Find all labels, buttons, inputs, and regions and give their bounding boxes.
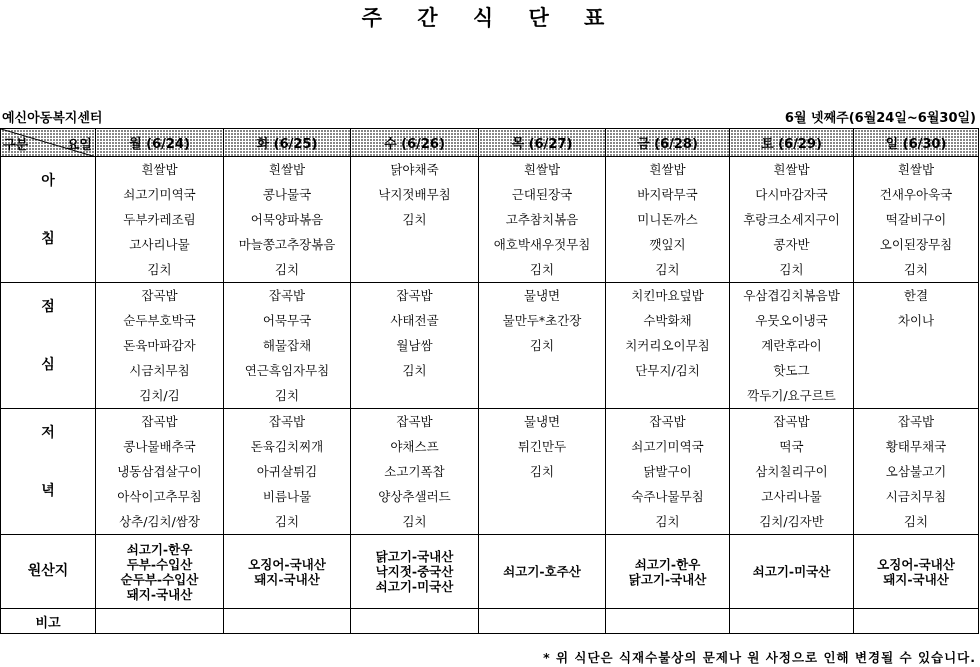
origin-line: 돼지-국내산	[126, 586, 193, 602]
menu-cell: 고사리나물	[730, 484, 854, 509]
menu-cell: 닭발구이	[606, 459, 730, 484]
origin-line: 쇠고기-미국산	[375, 579, 454, 594]
menu-cell: 김치	[351, 509, 479, 535]
menu-cell: 흰쌀밥	[730, 157, 854, 183]
remark-cell	[224, 609, 351, 634]
menu-cell: 후랑크소세지구이	[730, 207, 854, 232]
menu-cell: 치커리오이무침	[606, 333, 730, 358]
menu-cell: 마늘쫑고추장볶음	[224, 232, 351, 257]
origin-cell	[479, 535, 606, 609]
menu-cell: 냉동삼겹살구이	[96, 459, 224, 484]
menu-cell: 김치	[854, 257, 979, 283]
origin-line: 쇠고기-한우	[126, 541, 193, 557]
remark-cell	[96, 609, 224, 634]
header-day: 금 (6/28)	[606, 129, 730, 157]
meal-label-top: 점	[41, 299, 55, 315]
menu-cell: 황태무채국	[854, 434, 979, 459]
menu-cell: 건새우아욱국	[854, 182, 979, 207]
meal-label-bottom: 심	[41, 357, 55, 373]
remark-row	[1, 609, 979, 634]
menu-cell: 비름나물	[224, 484, 351, 509]
menu-cell: 아귀살튀김	[224, 459, 351, 484]
menu-row	[1, 257, 979, 283]
menu-row	[1, 459, 979, 484]
menu-cell	[351, 383, 479, 409]
origin-cell	[224, 535, 351, 609]
origin-cell	[730, 535, 854, 609]
menu-cell	[854, 358, 979, 383]
menu-cell: 한결	[854, 283, 979, 309]
meal-label-bottom: 침	[41, 231, 55, 247]
menu-cell: 물냉면	[479, 283, 606, 309]
menu-cell: 김치	[479, 459, 606, 484]
menu-cell: 계란후라이	[730, 333, 854, 358]
corner-label-category: 구분	[3, 138, 29, 153]
menu-cell: 김치/김	[96, 383, 224, 409]
menu-cell: 흰쌀밥	[224, 157, 351, 183]
menu-cell: 잡곡밥	[854, 409, 979, 435]
origin-line: 돼지-국내산	[254, 571, 320, 587]
menu-cell: 월남쌈	[351, 333, 479, 358]
menu-cell: 잡곡밥	[730, 409, 854, 435]
origin-line: 쇠고기-호주산	[503, 564, 581, 579]
meal-label-top: 저	[41, 425, 55, 441]
center-name: 예신아동복지센터	[2, 111, 103, 126]
menu-cell: 흰쌀밥	[606, 157, 730, 183]
menu-cell: 연근흑임자무침	[224, 358, 351, 383]
menu-cell	[351, 257, 479, 283]
meal-label-bottom: 녁	[41, 483, 55, 499]
menu-cell: 김치	[224, 383, 351, 409]
origin-line: 오징어-국내산	[248, 556, 326, 572]
corner-label-day: 요일	[66, 138, 92, 153]
origin-label: 원산지	[1, 535, 96, 609]
menu-cell: 오삼불고기	[854, 459, 979, 484]
origin-line: 두부-수입산	[126, 556, 193, 572]
menu-cell: 콩나물국	[224, 182, 351, 207]
menu-cell: 김치	[96, 257, 224, 283]
menu-cell: 소고기폭찹	[351, 459, 479, 484]
menu-cell: 쇠고기미역국	[606, 434, 730, 459]
header-row	[1, 129, 979, 157]
meal-label	[1, 157, 96, 283]
menu-cell	[606, 383, 730, 409]
menu-cell: 잡곡밥	[606, 409, 730, 435]
menu-cell: 양상추샐러드	[351, 484, 479, 509]
origin-line: 닭고기-국내산	[628, 571, 707, 587]
menu-cell: 사태전골	[351, 308, 479, 333]
menu-cell: 김치	[854, 509, 979, 535]
origin-line: 쇠고기-미국산	[752, 564, 831, 579]
menu-cell: 고사리나물	[96, 232, 224, 257]
menu-cell: 숙주나물무침	[606, 484, 730, 509]
menu-cell: 흰쌀밥	[479, 157, 606, 183]
menu-cell: 우삼겹김치볶음밥	[730, 283, 854, 309]
menu-cell: 고추참치볶음	[479, 207, 606, 232]
menu-cell: 김치/김자반	[730, 509, 854, 535]
menu-cell: 잡곡밥	[96, 409, 224, 435]
menu-cell: 김치	[479, 333, 606, 358]
meal-label	[1, 283, 96, 409]
menu-cell	[854, 333, 979, 358]
remark-cell	[606, 609, 730, 634]
meal-label	[1, 409, 96, 535]
menu-cell: 물만두*초간장	[479, 308, 606, 333]
menu-cell: 콩나물배추국	[96, 434, 224, 459]
origin-cell	[96, 535, 224, 609]
meal-label-top: 아	[41, 173, 55, 189]
menu-cell: 어묵양파볶음	[224, 207, 351, 232]
menu-cell: 근대된장국	[479, 182, 606, 207]
origin-row	[1, 535, 979, 609]
menu-row	[1, 383, 979, 409]
menu-cell: 떡국	[730, 434, 854, 459]
menu-row	[1, 509, 979, 535]
week-label: 6월 넷째주(6월24일~6월30일)	[784, 111, 976, 126]
menu-cell: 잡곡밥	[351, 283, 479, 309]
origin-line: 오징어-국내산	[877, 556, 955, 572]
origin-cell	[854, 535, 979, 609]
remark-cell	[854, 609, 979, 634]
menu-cell: 잡곡밥	[96, 283, 224, 309]
footnote: * 위 식단은 식재수불상의 문제나 원 사정으로 인해 변경될 수 있습니다.	[543, 650, 976, 665]
header-corner	[1, 129, 96, 157]
menu-cell: 돈육마파감자	[96, 333, 224, 358]
menu-cell: 김치	[224, 257, 351, 283]
menu-row	[1, 333, 979, 358]
menu-cell: 해물잡채	[224, 333, 351, 358]
menu-cell: 김치	[606, 257, 730, 283]
header-day: 월 (6/24)	[96, 129, 224, 157]
menu-cell: 잡곡밥	[224, 283, 351, 309]
menu-cell: 두부카레조림	[96, 207, 224, 232]
menu-cell: 핫도그	[730, 358, 854, 383]
menu-row	[1, 182, 979, 207]
header-day: 화 (6/25)	[224, 129, 351, 157]
menu-cell: 상추/김치/쌈장	[96, 509, 224, 535]
menu-cell: 닭야채죽	[351, 157, 479, 183]
menu-row	[1, 308, 979, 333]
menu-cell	[351, 232, 479, 257]
menu-cell: 튀긴만두	[479, 434, 606, 459]
menu-cell: 바지락무국	[606, 182, 730, 207]
menu-cell: 차이나	[854, 308, 979, 333]
menu-row	[1, 157, 979, 183]
menu-row	[1, 409, 979, 435]
menu-row	[1, 232, 979, 257]
menu-cell: 순두부호박국	[96, 308, 224, 333]
menu-cell	[854, 383, 979, 409]
menu-cell: 흰쌀밥	[96, 157, 224, 183]
menu-cell: 깍두기/요구르트	[730, 383, 854, 409]
header-day: 수 (6/26)	[351, 129, 479, 157]
menu-cell: 떡갈비구이	[854, 207, 979, 232]
menu-cell: 미니돈까스	[606, 207, 730, 232]
menu-cell	[479, 484, 606, 509]
menu-cell: 김치	[224, 509, 351, 535]
menu-cell: 치킨마요덮밥	[606, 283, 730, 309]
origin-line: 쇠고기-한우	[634, 556, 701, 572]
menu-cell: 김치	[479, 257, 606, 283]
remark-cell	[351, 609, 479, 634]
menu-row	[1, 283, 979, 309]
menu-cell: 어묵무국	[224, 308, 351, 333]
menu-cell: 낙지젓배무침	[351, 182, 479, 207]
origin-line: 닭고기-국내산	[375, 549, 454, 564]
header-day: 일 (6/30)	[854, 129, 979, 157]
menu-cell: 아삭이고추무침	[96, 484, 224, 509]
remark-cell	[730, 609, 854, 634]
menu-cell: 잡곡밥	[351, 409, 479, 435]
menu-cell: 수박화채	[606, 308, 730, 333]
header-day: 토 (6/29)	[730, 129, 854, 157]
menu-cell: 김치	[730, 257, 854, 283]
menu-cell: 물냉면	[479, 409, 606, 435]
origin-line: 돼지-국내산	[883, 571, 949, 587]
menu-cell: 시금치무침	[854, 484, 979, 509]
weekly-menu-table	[0, 128, 979, 634]
menu-cell: 다시마감자국	[730, 182, 854, 207]
menu-cell: 깻잎지	[606, 232, 730, 257]
menu-cell: 야채스프	[351, 434, 479, 459]
menu-cell: 김치	[606, 509, 730, 535]
menu-row	[1, 358, 979, 383]
menu-cell: 돈육김치찌개	[224, 434, 351, 459]
remark-cell	[479, 609, 606, 634]
origin-cell	[606, 535, 730, 609]
origin-line: 낙지젓-중국산	[375, 564, 454, 579]
menu-cell: 김치	[351, 207, 479, 232]
origin-line: 순두부-수입산	[120, 571, 199, 587]
menu-cell: 단무지/김치	[606, 358, 730, 383]
menu-cell: 콩자반	[730, 232, 854, 257]
menu-cell	[479, 358, 606, 383]
menu-cell: 오이된장무침	[854, 232, 979, 257]
menu-cell	[479, 509, 606, 535]
menu-cell: 김치	[351, 358, 479, 383]
remark-label: 비고	[1, 609, 96, 634]
menu-cell: 삼치칠리구이	[730, 459, 854, 484]
menu-cell: 쇠고기미역국	[96, 182, 224, 207]
menu-cell: 애호박새우젓무침	[479, 232, 606, 257]
menu-cell	[479, 383, 606, 409]
menu-row	[1, 434, 979, 459]
menu-row	[1, 484, 979, 509]
menu-cell: 시금치무침	[96, 358, 224, 383]
menu-cell: 우뭇오이냉국	[730, 308, 854, 333]
header-day: 목 (6/27)	[479, 129, 606, 157]
menu-cell: 흰쌀밥	[854, 157, 979, 183]
menu-cell: 잡곡밥	[224, 409, 351, 435]
page-title: 주 간 식 단 표	[361, 6, 619, 30]
origin-cell	[351, 535, 479, 609]
menu-row	[1, 207, 979, 232]
